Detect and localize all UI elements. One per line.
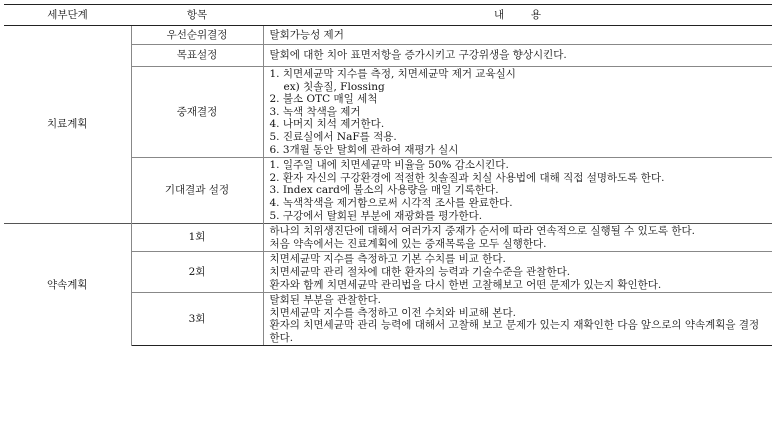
content-line: ex) 칫솔질, Flossing [283,80,385,93]
content-line: 탈회된 부분을 관찰한다. [269,294,381,307]
item-cell: 우선순위결정 [131,26,263,45]
content-line: 탈회가능성 제거 [269,28,344,41]
stage-appointment: 약속계획 [4,224,131,346]
stage-treatment: 치료계획 [4,26,131,224]
header-item: 항목 [131,5,263,26]
header-stage: 세부단계 [4,5,131,26]
content-cell [263,293,772,346]
content-line: 처음 약속에서는 진료계획에 있는 중재목록을 모두 실행한다. [269,237,547,250]
table-row [4,26,772,45]
content-cell [263,224,772,252]
content-line: 환자와 함께 치면세균막 관리법을 다시 한번 고찰해보고 어떤 문제가 있는지 확인한다. [269,278,662,291]
table-row [4,224,772,252]
item-cell: 기대결과 설정 [131,158,263,224]
content-line: 2. 환자 자신의 구강환경에 적절한 칫솔질과 치실 사용법에 대해 직접 설명하도록 한다. [269,171,665,184]
content-line: 3. Index card에 불소의 사용량을 매일 기록한다. [269,184,499,197]
content-line: 치면세균막 지수를 측정하고 기본 수치를 비교 한다. [269,253,506,266]
item-cell: 1회 [131,224,263,252]
content-line: 탈회에 대한 치아 표면저항을 증가시키고 구강위생을 향상시킨다. [269,49,567,62]
header-row [4,5,772,26]
content-line: 5. 진료실에서 NaF를 적용. [269,130,397,143]
care-plan-table [4,4,772,346]
content-line: 환자의 치면세균막 관리 능력에 대해서 고찰해 보고 문제가 있는지 재확인한 다음 앞으로의 약속계획을 결정한다. [269,319,760,344]
header-content: 내 용 [263,5,772,26]
content-line: 4. 녹색착색을 제거함으로써 시각적 조사를 완료한다. [269,196,513,209]
item-cell: 2회 [131,252,263,293]
content-cell [263,158,772,224]
content-line: 하나의 치위생진단에 대해서 여러가지 중재가 순서에 따라 연속적으로 실행될 수 있도록 한다. [269,225,695,238]
item-cell: 3회 [131,293,263,346]
item-cell: 목표설정 [131,45,263,67]
content-cell [263,45,772,67]
item-cell: 중재결정 [131,67,263,158]
content-line: 치면세균막 지수를 측정하고 이전 수치와 비교해 본다. [269,306,517,319]
content-line: 6. 3개월 동안 탈회에 관하여 재평가 실시 [269,143,459,156]
content-line: 3. 녹색 착색을 제거 [269,105,361,118]
content-cell [263,67,772,158]
content-line: 4. 나머지 치석 제거한다. [269,118,385,131]
content-line: 5. 구강에서 탈회된 부분에 재광화를 평가한다. [269,209,483,222]
content-line: 1. 치면세균막 지수를 측정, 치면세균막 제거 교육실시 [269,68,516,80]
content-line: 치면세균막 관리 절차에 대한 환자의 능력과 기술수준을 관찰한다. [269,265,571,278]
content-line: 1. 일주일 내에 치면세균막 비율을 50% 감소시킨다. [269,159,509,172]
content-cell [263,26,772,45]
content-cell [263,252,772,293]
content-line: 2. 불소 OTC 매일 세척 [269,93,378,106]
